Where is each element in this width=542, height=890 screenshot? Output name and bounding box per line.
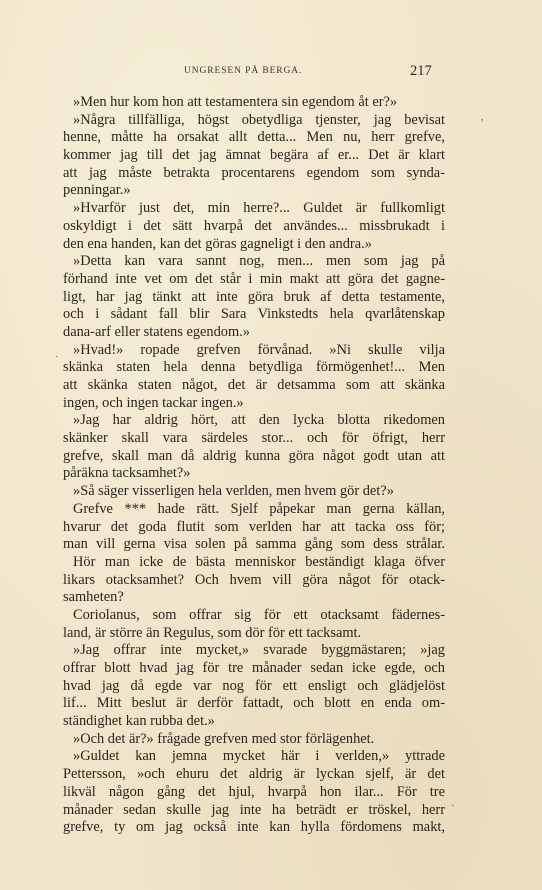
text-line: »Detta kan vara sannt nog, men... men som jag på — [73, 253, 445, 270]
text-line: »Så säger visserligen hela verlden, men hvem gör det?» — [73, 483, 394, 500]
text-line: grefve, skall man då aldrig kunna göra något godt utan att — [63, 447, 445, 464]
text-line: offrar blott hvad jag för tre månader sedan icke egde, och — [63, 660, 445, 676]
text-line: Coriolanus, som offrar sig för ett otacksamt fädernes- — [73, 606, 445, 623]
text-line: skänker skall vara särdeles stor... och för öfrigt, herr — [63, 430, 445, 447]
text-line: »Hvad!» ropade grefven förvånad. »Ni skulle vilja — [73, 341, 445, 358]
text-line: månader sedan skulle jag inte ha beträdt er tröskel, herr — [63, 801, 445, 818]
text-line: ingen, och ingen tackar ingen.» — [63, 394, 244, 411]
text-line: likväl någon gång det hjul, hvarpå hon ilar... För tre — [63, 783, 445, 800]
text-line: »Hvarför just det, min herre?... Guldet är fullkomligt — [73, 200, 445, 217]
text-line: att jag måste betrakta procentarens egendom som synda- — [63, 164, 445, 181]
text-line: ligt, har jag tänkt att inte göra bruk af detta testamente, — [63, 288, 445, 305]
text-line: Hör man icke de bästa menniskor beständigt klaga öfver — [73, 553, 445, 570]
text-line: Pettersson, »och ehuru det aldrig är lyckan sjelf, är det — [63, 766, 445, 783]
text-line: att skänka staten något, det är detsamma som att skänka — [63, 377, 445, 393]
text-line: »Jag offrar inte mycket,» svarade byggmästaren; »jag — [73, 642, 445, 659]
text-line: man vill gerna visa solen på samma gång som dess strålar. — [63, 536, 445, 553]
text-line: och i sådant fall blir Sara Vinkstedts hela qvarlåtenskap — [63, 306, 445, 323]
text-line: oskyldigt i det sätt hvarpå det användes... missbrukadt i — [63, 217, 445, 234]
text-line: påräkna tacksamhet?» — [63, 465, 191, 482]
text-line: förhand inte vet om det står i min makt att göra det gagne- — [63, 270, 445, 287]
text-line: lif... Mitt beslut är derför fattadt, och blott en enda om- — [63, 695, 445, 712]
text-line: henne, måtte ha orsakat allt detta... Men nu, herr grefve, — [63, 129, 445, 146]
text-line: den ena handen, kan det göras gagneligt i den andra.» — [63, 235, 372, 252]
text-line: »Guldet kan jemna mycket här i verlden,» yttrade — [73, 748, 445, 765]
margin-mark: · — [55, 352, 59, 363]
text-line: Grefve *** hade rätt. Sjelf påpekar man gerna källan, — [73, 500, 445, 517]
text-line: grefve, ty om jag också inte kan hylla fördomens makt, — [63, 819, 445, 836]
margin-mark: · — [451, 801, 455, 812]
text-line: samheten? — [63, 589, 124, 606]
page-number: 217 — [410, 63, 432, 79]
text-line: hvarur det goda flutit som verlden har att tacka oss för; — [63, 518, 445, 535]
text-line: land, är större än Regulus, som dör för ett tacksamt. — [63, 624, 362, 641]
running-title: UNGRESEN PÅ BERGA. — [184, 66, 303, 76]
text-line: ständighet kan rubba det.» — [63, 713, 215, 730]
text-line: »Jag har aldrig hört, att den lycka blotta rikedomen — [73, 412, 445, 429]
text-line: dana-arf eller statens egendom.» — [63, 323, 250, 340]
body-text — [63, 94, 445, 837]
text-line: penningar.» — [63, 182, 131, 199]
text-line: kommer jag till det jag ämnat begära af er... Det är klart — [63, 147, 445, 164]
text-line: likars otacksamhet? Och hvem vill göra något för otack- — [63, 571, 445, 588]
text-line: skänka staten hela denna betydliga förmögenhet!... Men — [63, 359, 445, 376]
margin-mark: , — [481, 112, 484, 123]
text-line: »Men hur kom hon att testamentera sin egendom åt er?» — [73, 94, 398, 110]
text-line: hvad jag då egde var nog för ett ensligt och glädjelöst — [63, 677, 445, 694]
running-header — [0, 63, 542, 80]
text-line: »Några tillfälliga, högst obetydliga tjenster, jag bevisat — [73, 111, 445, 128]
text-line: »Och det är?» frågade grefven med stor förlägenhet. — [73, 730, 375, 747]
